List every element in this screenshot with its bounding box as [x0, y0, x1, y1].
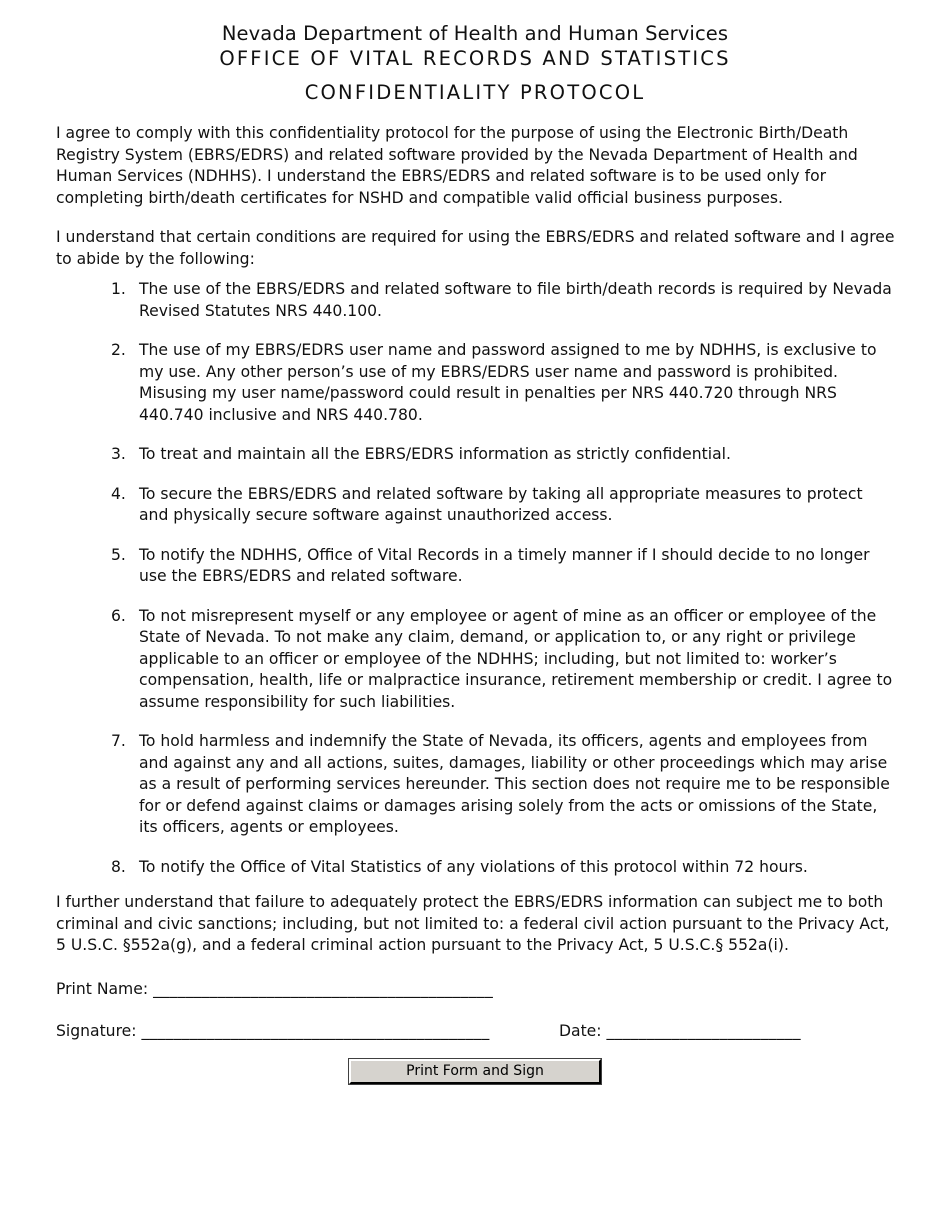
list-item	[0, 606, 895, 714]
print-name-row	[56, 979, 493, 1001]
signature-field[interactable]: ___________________________________________	[141, 1022, 490, 1040]
print-name-field[interactable]: __________________________________________	[153, 980, 494, 998]
list-item-text: To treat and maintain all the EBRS/EDRS information as strictly confidential.	[139, 445, 731, 463]
closing-paragraph: I further understand that failure to adequately protect the EBRS/EDRS information can subject me to both criminal and civic sanctions; including, but not limited to: a federal civil action pursuant to the Privacy Act, 5 U.S.C. §552a(g), and a federal criminal action pursuant to the Privacy Act, 5 U.S.C.§ 552a(i).	[56, 893, 890, 954]
print-name-label: Print Name:	[56, 980, 149, 998]
intro-paragraph: I agree to comply with this confidentiality protocol for the purpose of using the Electronic Birth/Death Registry System (EBRS/EDRS) and related software provided by the Nevada Department of Health and Human Services (NDHHS). I understand the EBRS/EDRS and related software is to be used only for completing birth/death certificates for NSHD and compatible valid official business purposes.	[56, 124, 858, 207]
conditions-intro-paragraph: I understand that certain conditions are required for using the EBRS/EDRS and related software and I agree to abide by the following:	[56, 228, 895, 268]
conditions-list	[0, 279, 950, 896]
list-item-text: To notify the NDHHS, Office of Vital Records in a timely manner if I should decide to no longer use the EBRS/EDRS and related software.	[139, 545, 870, 585]
office-name: OFFICE OF VITAL RECORDS AND STATISTICS	[219, 47, 731, 70]
signature-label: Signature:	[56, 1022, 137, 1040]
list-item-text: The use of my EBRS/EDRS user name and password assigned to me by NDHHS, is exclusive to my use. Any other person’s use of my EBRS/EDRS user name and password is prohibited. Misusing my user name/password could result in penalties per NRS 440.720 through NRS 440.740 inclusive and NRS 440.780.	[139, 341, 877, 424]
list-item-number: 7.	[111, 732, 126, 750]
date-label: Date:	[559, 1022, 602, 1040]
list-item	[0, 279, 895, 322]
date-group	[559, 1021, 801, 1043]
list-item-text: To secure the EBRS/EDRS and related software by taking all appropriate measures to protect and physically secure software against unauthorized access.	[139, 484, 863, 524]
list-item-text: To not misrepresent myself or any employee or agent of mine as an officer or employee of the State of Nevada. To not make any claim, demand, or application to, or any right or privilege applicable to an officer or employee of the NDHHS; including, but not limited to: worker’s compensation, health, life or malpractice insurance, retirement membership or credit. I agree to assume responsibility for such liabilities.	[139, 606, 893, 711]
list-item-number: 2.	[111, 341, 126, 359]
list-item-text: To hold harmless and indemnify the State of Nevada, its officers, agents and employees from and against any and all actions, suites, damages, liability or other proceedings which may arise as a result of performing services hereunder. This section does not require me to be responsible for or defend against claims or damages arising solely from the acts or omissions of the State, its officers, agents or employees.	[139, 732, 890, 836]
list-item	[0, 545, 895, 588]
list-item-text: To notify the Office of Vital Statistics of any violations of this protocol within 72 hours.	[139, 857, 808, 876]
list-item	[0, 444, 895, 466]
document-header	[0, 22, 950, 106]
list-item	[0, 857, 895, 879]
list-item-number: 5.	[111, 545, 126, 564]
list-item-text: The use of the EBRS/EDRS and related software to file birth/death records is required by Nevada Revised Statutes NRS 440.100.	[139, 280, 892, 320]
list-item-number: 3.	[111, 445, 126, 463]
print-form-and-sign-button[interactable]: Print Form and Sign	[349, 1059, 601, 1084]
list-item	[0, 731, 895, 839]
document-title: CONFIDENTIALITY PROTOCOL	[304, 81, 646, 104]
list-item	[0, 484, 895, 527]
department-name: Nevada Department of Health and Human Services	[221, 22, 729, 45]
list-item-number: 4.	[111, 484, 126, 503]
date-field[interactable]: ________________________	[606, 1022, 801, 1040]
list-item-number: 8.	[111, 857, 126, 876]
signature-row	[56, 1021, 801, 1043]
list-item	[0, 340, 895, 426]
list-item-number: 1.	[111, 280, 126, 298]
list-item-number: 6.	[111, 606, 126, 625]
